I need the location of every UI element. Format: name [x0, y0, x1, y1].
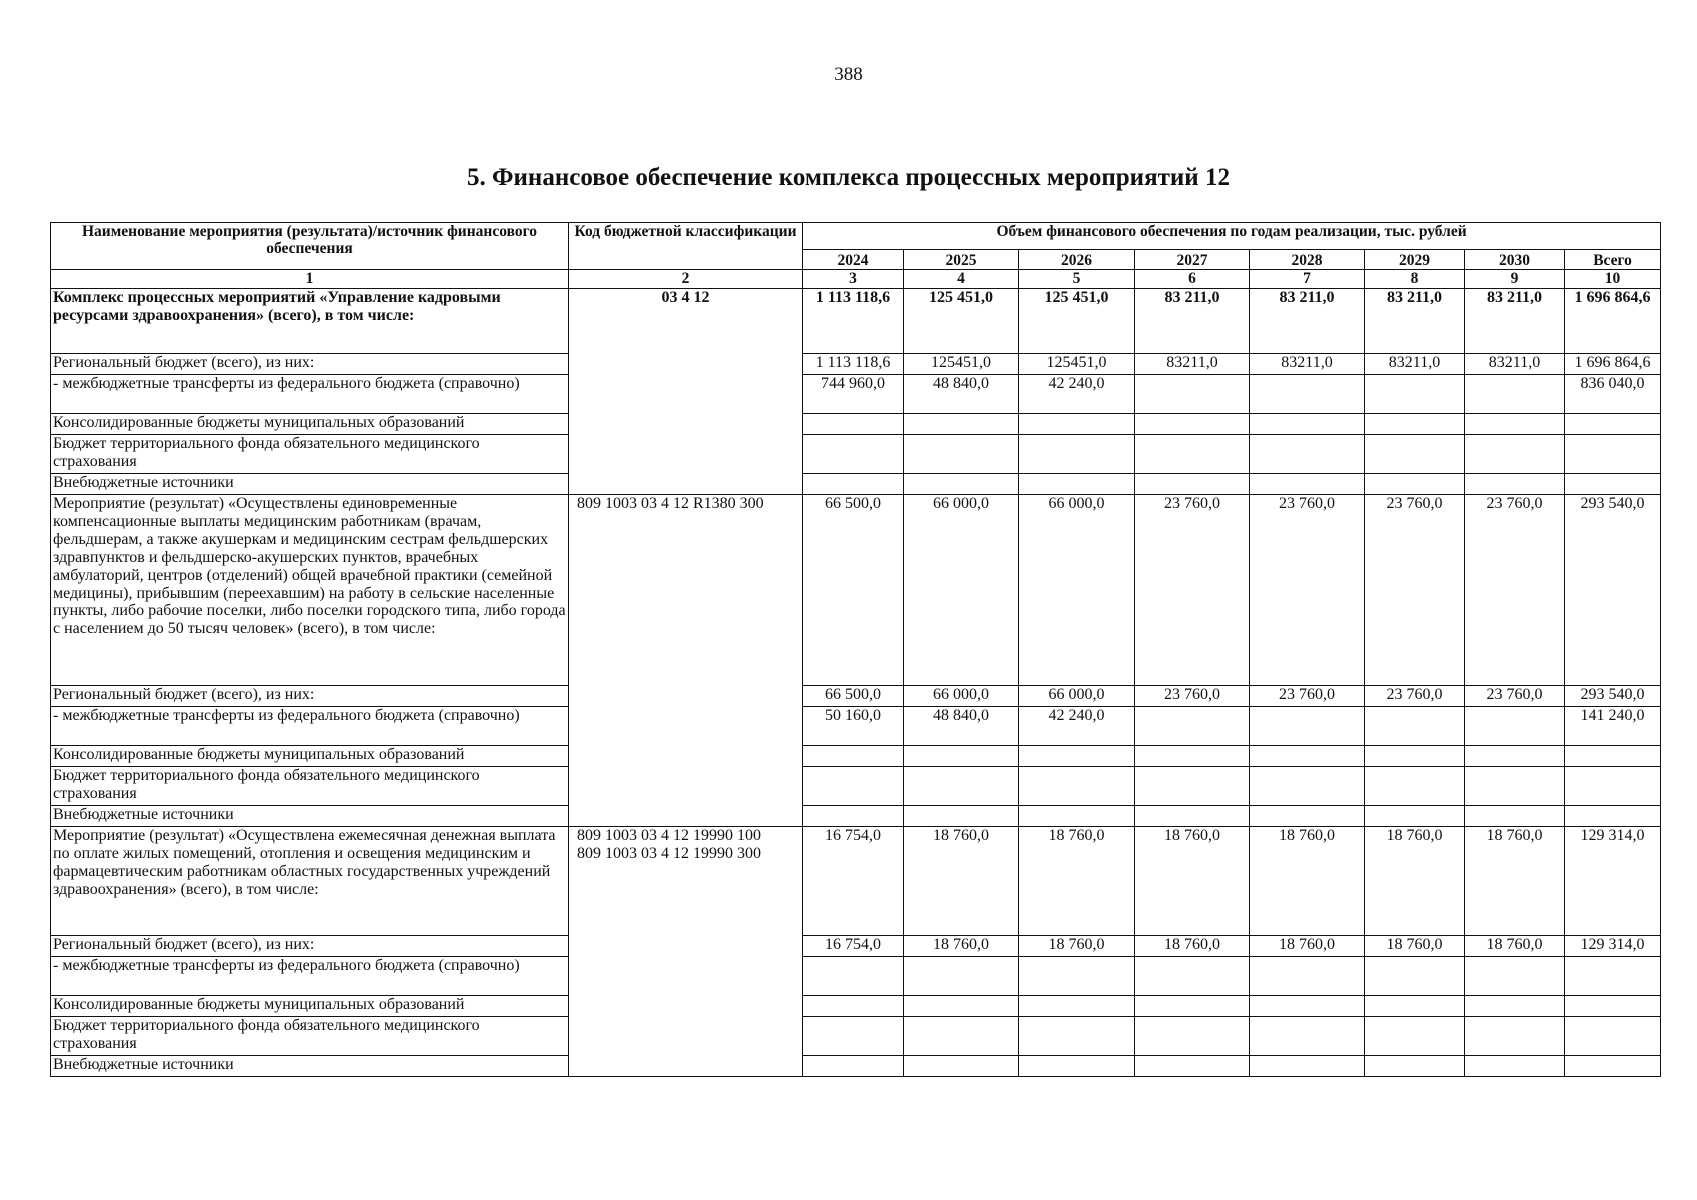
- value-cell: 83 211,0: [1135, 289, 1250, 354]
- value-cell: 129 314,0: [1565, 827, 1661, 936]
- header-column-number: 4: [904, 270, 1019, 289]
- value-cell: [1135, 996, 1250, 1017]
- page-number: 388: [834, 64, 863, 85]
- value-cell: [1250, 414, 1365, 435]
- header-year: 2029: [1365, 250, 1465, 270]
- header-column-number: 10: [1565, 270, 1661, 289]
- value-cell: [1135, 767, 1250, 806]
- value-cell: [1565, 767, 1661, 806]
- row-name: Региональный бюджет (всего), из них:: [51, 686, 569, 707]
- value-cell: [1135, 474, 1250, 495]
- value-cell: [904, 746, 1019, 767]
- header-year: 2024: [803, 250, 904, 270]
- value-cell: [1135, 414, 1250, 435]
- value-cell: 83 211,0: [1365, 289, 1465, 354]
- value-cell: 23 760,0: [1365, 495, 1465, 686]
- value-cell: [1250, 707, 1365, 746]
- value-cell: [1019, 806, 1135, 827]
- value-cell: 23 760,0: [1465, 686, 1565, 707]
- value-cell: [803, 435, 904, 474]
- value-cell: [904, 767, 1019, 806]
- value-cell: [1465, 474, 1565, 495]
- header-year: 2027: [1135, 250, 1250, 270]
- value-cell: [904, 957, 1019, 996]
- table-row-source: [51, 474, 1661, 495]
- value-cell: 23 760,0: [1250, 495, 1365, 686]
- value-cell: [1019, 996, 1135, 1017]
- header-code: Код бюджетной классификации: [569, 223, 803, 270]
- value-cell: [1465, 707, 1565, 746]
- value-cell: [803, 746, 904, 767]
- row-name: - межбюджетные трансферты из федерального бюджета (справочно): [51, 375, 569, 414]
- table-row-event: [51, 827, 1661, 936]
- value-cell: [1135, 1017, 1250, 1056]
- value-cell: [1365, 1017, 1465, 1056]
- header-column-number: 3: [803, 270, 904, 289]
- value-cell: [1250, 435, 1365, 474]
- value-cell: 18 760,0: [904, 827, 1019, 936]
- value-cell: 66 000,0: [904, 686, 1019, 707]
- value-cell: [904, 474, 1019, 495]
- value-cell: [1019, 746, 1135, 767]
- value-cell: 42 240,0: [1019, 375, 1135, 414]
- row-name: Региональный бюджет (всего), из них:: [51, 354, 569, 375]
- value-cell: 293 540,0: [1565, 495, 1661, 686]
- value-cell: [1465, 806, 1565, 827]
- value-cell: [1250, 1017, 1365, 1056]
- value-cell: 16 754,0: [803, 936, 904, 957]
- value-cell: [1250, 375, 1365, 414]
- value-cell: 23 760,0: [1250, 686, 1365, 707]
- value-cell: 125 451,0: [1019, 289, 1135, 354]
- budget-code-line: 809 1003 03 4 12 R1380 300: [577, 495, 764, 512]
- row-name: - межбюджетные трансферты из федерального бюджета (справочно): [51, 957, 569, 996]
- value-cell: [1019, 1017, 1135, 1056]
- value-cell: [1250, 806, 1365, 827]
- value-cell: 83211,0: [1250, 354, 1365, 375]
- budget-code-line: 03 4 12: [661, 289, 710, 306]
- value-cell: 83211,0: [1465, 354, 1565, 375]
- value-cell: [1565, 996, 1661, 1017]
- value-cell: [1365, 707, 1465, 746]
- value-cell: [1135, 746, 1250, 767]
- value-cell: [1365, 435, 1465, 474]
- header-column-number: 1: [51, 270, 569, 289]
- table-row-source: [51, 354, 1661, 375]
- value-cell: 48 840,0: [904, 375, 1019, 414]
- value-cell: [1565, 474, 1661, 495]
- budget-code: [569, 289, 803, 495]
- value-cell: [1019, 1056, 1135, 1077]
- value-cell: [904, 435, 1019, 474]
- value-cell: 1 113 118,6: [803, 289, 904, 354]
- value-cell: [1565, 806, 1661, 827]
- value-cell: [1365, 957, 1465, 996]
- table-row-source: [51, 767, 1661, 806]
- value-cell: [1565, 957, 1661, 996]
- row-name: Комплекс процессных мероприятий «Управление кадровыми ресурсами здравоохранения» (всего), в том числе:: [51, 289, 569, 354]
- value-cell: 42 240,0: [1019, 707, 1135, 746]
- budget-code: [569, 495, 803, 827]
- value-cell: 744 960,0: [803, 375, 904, 414]
- value-cell: [1565, 1017, 1661, 1056]
- value-cell: [904, 1017, 1019, 1056]
- row-name: Региональный бюджет (всего), из них:: [51, 936, 569, 957]
- value-cell: [1465, 1056, 1565, 1077]
- value-cell: 18 760,0: [1250, 936, 1365, 957]
- value-cell: 66 000,0: [1019, 686, 1135, 707]
- value-cell: [904, 414, 1019, 435]
- value-cell: 18 760,0: [1135, 936, 1250, 957]
- table-row-event: [51, 289, 1661, 354]
- value-cell: 23 760,0: [1465, 495, 1565, 686]
- header-column-number: 5: [1019, 270, 1135, 289]
- table-row-source: [51, 746, 1661, 767]
- row-name: Внебюджетные источники: [51, 806, 569, 827]
- value-cell: 83211,0: [1365, 354, 1465, 375]
- value-cell: 23 760,0: [1135, 686, 1250, 707]
- value-cell: 18 760,0: [1019, 936, 1135, 957]
- row-name: Мероприятие (результат) «Осуществлены единовременные компенсационные выплаты медицинским работникам (врачам, фельдшерам, а также акушеркам и медицинским сестрам фельдшерских здравпунктов и фельдшерско-акушерских пунктов, врачебных амбулаторий, центров (отделений) общей врачебной практики (семейной медицины), прибывшим (переехавшим) на работу в сельские населенные пункты, либо рабочие поселки, либо поселки городского типа, либо города с населением до 50 тысяч человек» (всего), в том числе:: [51, 495, 569, 686]
- value-cell: [1365, 767, 1465, 806]
- value-cell: 16 754,0: [803, 827, 904, 936]
- row-name: Бюджет территориального фонда обязательного медицинского страхования: [51, 1017, 569, 1056]
- value-cell: [1019, 767, 1135, 806]
- value-cell: 18 760,0: [1019, 827, 1135, 936]
- header-column-number: 8: [1365, 270, 1465, 289]
- table-row-source: [51, 414, 1661, 435]
- header-column-number: 7: [1250, 270, 1365, 289]
- row-name: Бюджет территориального фонда обязательного медицинского страхования: [51, 435, 569, 474]
- header-year: 2030: [1465, 250, 1565, 270]
- value-cell: 66 000,0: [904, 495, 1019, 686]
- value-cell: 66 500,0: [803, 495, 904, 686]
- value-cell: [1565, 746, 1661, 767]
- value-cell: [1565, 435, 1661, 474]
- table-row-source: [51, 375, 1661, 414]
- value-cell: 141 240,0: [1565, 707, 1661, 746]
- value-cell: [1135, 806, 1250, 827]
- row-name: Мероприятие (результат) «Осуществлена ежемесячная денежная выплата по оплате жилых помещений, отопления и освещения медицинским и фармацевтическим работникам областных государственных учреждений здравоохранения» (всего), в том числе:: [51, 827, 569, 936]
- row-name: Консолидированные бюджеты муниципальных образований: [51, 414, 569, 435]
- table-row-source: [51, 806, 1661, 827]
- value-cell: [1250, 746, 1365, 767]
- value-cell: [803, 996, 904, 1017]
- value-cell: 18 760,0: [904, 936, 1019, 957]
- value-cell: [1019, 474, 1135, 495]
- table-row-source: [51, 936, 1661, 957]
- value-cell: 48 840,0: [904, 707, 1019, 746]
- header-name: Наименование мероприятия (результата)/источник финансового обеспечения: [51, 223, 569, 270]
- value-cell: [1565, 1056, 1661, 1077]
- value-cell: 18 760,0: [1250, 827, 1365, 936]
- value-cell: [1365, 414, 1465, 435]
- value-cell: [803, 806, 904, 827]
- value-cell: 1 113 118,6: [803, 354, 904, 375]
- budget-code-line: 809 1003 03 4 12 19990 100: [577, 827, 761, 844]
- value-cell: 1 696 864,6: [1565, 354, 1661, 375]
- row-name: Внебюджетные источники: [51, 474, 569, 495]
- value-cell: [1465, 746, 1565, 767]
- value-cell: 125451,0: [904, 354, 1019, 375]
- value-cell: [1250, 996, 1365, 1017]
- value-cell: 23 760,0: [1365, 686, 1465, 707]
- value-cell: [1135, 957, 1250, 996]
- value-cell: [1135, 435, 1250, 474]
- table-row-source: [51, 686, 1661, 707]
- value-cell: [803, 1017, 904, 1056]
- value-cell: [1135, 1056, 1250, 1077]
- value-cell: 18 760,0: [1365, 827, 1465, 936]
- value-cell: [1019, 957, 1135, 996]
- row-name: Бюджет территориального фонда обязательного медицинского страхования: [51, 767, 569, 806]
- value-cell: [1019, 435, 1135, 474]
- header-year: 2026: [1019, 250, 1135, 270]
- value-cell: [1365, 474, 1465, 495]
- value-cell: 1 696 864,6: [1565, 289, 1661, 354]
- table-row-source: [51, 1017, 1661, 1056]
- value-cell: [1365, 746, 1465, 767]
- value-cell: [904, 996, 1019, 1017]
- value-cell: [1365, 996, 1465, 1017]
- header-column-number: 9: [1465, 270, 1565, 289]
- financing-table: [50, 222, 1661, 1077]
- table-row-source: [51, 996, 1661, 1017]
- row-name: Консолидированные бюджеты муниципальных образований: [51, 996, 569, 1017]
- value-cell: 18 760,0: [1135, 827, 1250, 936]
- value-cell: 18 760,0: [1465, 936, 1565, 957]
- header-column-number: 6: [1135, 270, 1250, 289]
- value-cell: [803, 474, 904, 495]
- value-cell: [1465, 375, 1565, 414]
- value-cell: [904, 806, 1019, 827]
- value-cell: [803, 767, 904, 806]
- value-cell: [1365, 375, 1465, 414]
- value-cell: [1465, 957, 1565, 996]
- value-cell: [1465, 1017, 1565, 1056]
- value-cell: [1135, 707, 1250, 746]
- value-cell: [904, 1056, 1019, 1077]
- table-row-source: [51, 707, 1661, 746]
- value-cell: 293 540,0: [1565, 686, 1661, 707]
- value-cell: [1019, 414, 1135, 435]
- value-cell: 125 451,0: [904, 289, 1019, 354]
- value-cell: [1250, 1056, 1365, 1077]
- value-cell: [1465, 767, 1565, 806]
- table-row-source: [51, 435, 1661, 474]
- value-cell: [1465, 996, 1565, 1017]
- value-cell: 125451,0: [1019, 354, 1135, 375]
- value-cell: [803, 1056, 904, 1077]
- document-title: 5. Финансовое обеспечение комплекса процессных мероприятий 12: [467, 164, 1230, 191]
- value-cell: 66 500,0: [803, 686, 904, 707]
- row-name: Консолидированные бюджеты муниципальных образований: [51, 746, 569, 767]
- table-row-source: [51, 1056, 1661, 1077]
- value-cell: [1465, 414, 1565, 435]
- value-cell: [1365, 806, 1465, 827]
- value-cell: [1365, 1056, 1465, 1077]
- value-cell: [803, 414, 904, 435]
- value-cell: 50 160,0: [803, 707, 904, 746]
- header-year: 2028: [1250, 250, 1365, 270]
- budget-code-line: 809 1003 03 4 12 19990 300: [577, 844, 761, 862]
- value-cell: 83 211,0: [1250, 289, 1365, 354]
- row-name: Внебюджетные источники: [51, 1056, 569, 1077]
- header-year: Всего: [1565, 250, 1661, 270]
- value-cell: [1565, 414, 1661, 435]
- header-year: 2025: [904, 250, 1019, 270]
- value-cell: [1135, 375, 1250, 414]
- value-cell: 836 040,0: [1565, 375, 1661, 414]
- budget-code: [569, 827, 803, 1077]
- value-cell: [803, 957, 904, 996]
- value-cell: 66 000,0: [1019, 495, 1135, 686]
- value-cell: [1250, 474, 1365, 495]
- value-cell: 18 760,0: [1465, 827, 1565, 936]
- value-cell: 83211,0: [1135, 354, 1250, 375]
- value-cell: 23 760,0: [1135, 495, 1250, 686]
- table-row-source: [51, 957, 1661, 996]
- value-cell: 83 211,0: [1465, 289, 1565, 354]
- value-cell: [1250, 957, 1365, 996]
- table-row-event: [51, 495, 1661, 686]
- header-volume: Объем финансового обеспечения по годам реализации, тыс. рублей: [803, 223, 1661, 250]
- value-cell: 18 760,0: [1365, 936, 1465, 957]
- value-cell: [1250, 767, 1365, 806]
- value-cell: 129 314,0: [1565, 936, 1661, 957]
- row-name: - межбюджетные трансферты из федерального бюджета (справочно): [51, 707, 569, 746]
- header-column-number: 2: [569, 270, 803, 289]
- value-cell: [1465, 435, 1565, 474]
